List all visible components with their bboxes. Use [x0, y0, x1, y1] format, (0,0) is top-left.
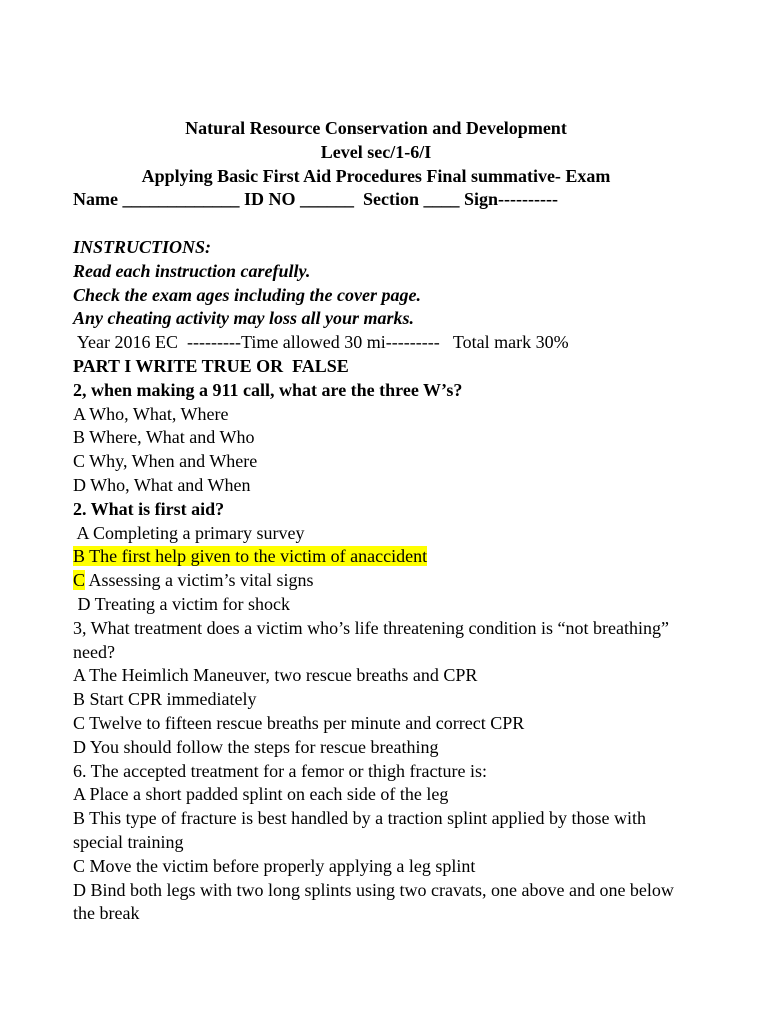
- option-a: A The Heimlich Maneuver, two rescue breaths and CPR: [73, 665, 478, 686]
- instruction-item: Read each instruction carefully.: [73, 260, 311, 281]
- question-text: 3, What treatment does a victim who’s life threatening condition is “not breathing” need?: [73, 617, 670, 662]
- question-text: 6. The accepted treatment for a femor or thigh fracture is:: [73, 760, 487, 781]
- highlighted-answer: B The first help given to the victim of anaccident: [73, 546, 428, 567]
- option-a: A Completing a primary survey: [73, 522, 305, 543]
- part-title: PART I WRITE TRUE OR FALSE: [73, 355, 349, 376]
- instructions-heading: INSTRUCTIONS:: [73, 236, 212, 257]
- level-title: Level sec/1-6/I: [320, 141, 432, 162]
- option-b: B Start CPR immediately: [73, 689, 257, 710]
- option-d: D Who, What and When: [73, 474, 251, 495]
- student-info-line: Name _____________ ID NO ______ Section ____ Sign----------: [73, 189, 558, 210]
- option-d: D Bind both legs with two long splints using two cravats, one above and one below the break: [73, 879, 674, 924]
- option-c: C Twelve to fifteen rescue breaths per minute and correct CPR: [73, 712, 525, 733]
- option-d: D Treating a victim for shock: [73, 593, 290, 614]
- option-c-text: Assessing a victim’s vital signs: [88, 570, 314, 591]
- exam-title: Applying Basic First Aid Procedures Final summative- Exam: [141, 165, 611, 186]
- question-text: 2, when making a 911 call, what are the three W’s?: [73, 379, 463, 400]
- option-a: A Who, What, Where: [73, 403, 229, 424]
- question-text: 2. What is first aid?: [73, 498, 225, 519]
- option-a: A Place a short padded splint on each side of the leg: [73, 784, 449, 805]
- option-d: D You should follow the steps for rescue breathing: [73, 736, 439, 757]
- option-b: B Where, What and Who: [73, 427, 255, 448]
- option-c: C Move the victim before properly applying a leg splint: [73, 855, 476, 876]
- option-b-highlighted: [73, 545, 713, 569]
- option-c: C Why, When and Where: [73, 451, 258, 472]
- exam-page: [73, 117, 713, 926]
- option-b: B This type of fracture is best handled by a traction splint applied by those with special training: [73, 808, 647, 852]
- spacer: [73, 212, 713, 236]
- highlighted-letter: C: [73, 570, 86, 591]
- instruction-item: Any cheating activity may loss all your marks.: [73, 308, 414, 329]
- option-c: [73, 569, 713, 593]
- instruction-item: Check the exam ages including the cover page.: [73, 284, 421, 305]
- school-title: Natural Resource Conservation and Development: [185, 118, 567, 138]
- exam-meta-line: Year 2016 EC ---------Time allowed 30 mi--------- Total mark 30%: [73, 332, 569, 353]
